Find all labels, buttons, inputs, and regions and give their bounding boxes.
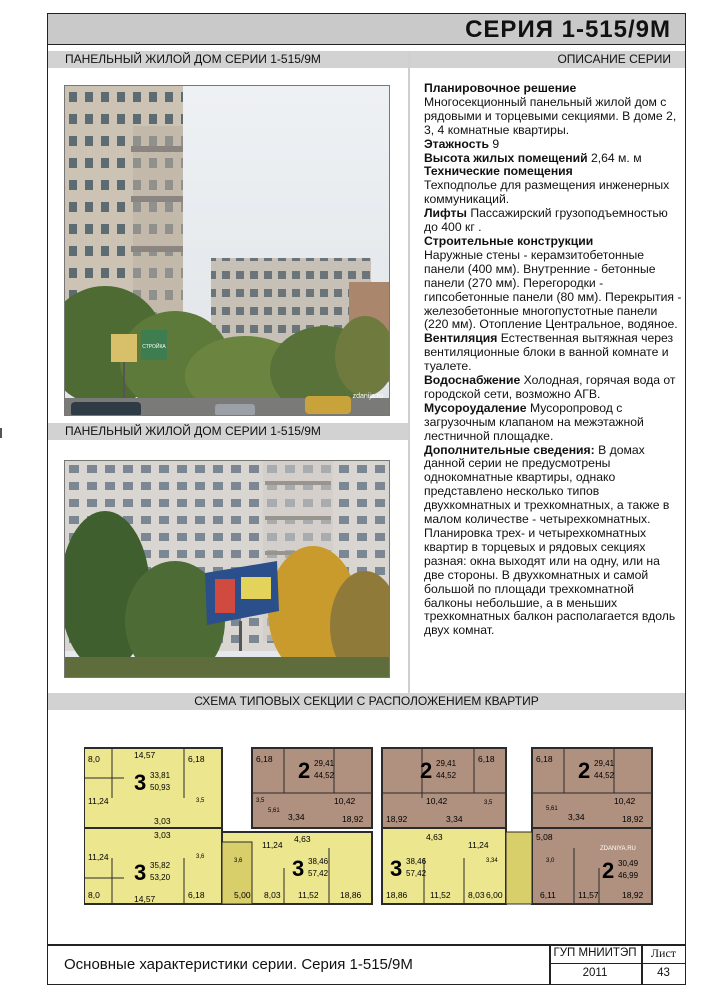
room-area: 8,03 [264, 890, 281, 900]
room-area: 4,63 [426, 832, 443, 842]
room-area: 6,18 [256, 754, 273, 764]
room-count: 2 [578, 758, 591, 783]
room-area: 6,00 [486, 890, 503, 900]
room-area: 5,61 [546, 806, 558, 812]
footer-description: Основные характеристики серии. Серия 1-515/9М [64, 956, 413, 973]
room-area: 3,03 [154, 816, 171, 826]
total-area: 46,99 [618, 871, 639, 880]
room-area: 3,34 [446, 814, 463, 824]
room-area: 10,42 [426, 796, 448, 806]
room-area: 5,00 [234, 890, 251, 900]
room-area: 3,5 [256, 798, 265, 804]
building-photo-1 [64, 85, 390, 416]
room-area: 18,92 [386, 814, 408, 824]
room-area: 6,18 [536, 754, 553, 764]
desc-item: Высота жилых помещений 2,64 м. м [424, 150, 642, 165]
organization-name: ГУП МНИИТЭП [553, 947, 637, 959]
room-count: 3 [134, 770, 147, 795]
description-heading: ОПИСАНИЕ СЕРИИ [410, 51, 685, 68]
room-area: 5,61 [268, 808, 280, 814]
scheme-watermark: ZDANIYA.RU [600, 846, 636, 852]
room-area: 14,57 [134, 894, 156, 904]
living-area: 29,41 [594, 759, 615, 768]
desc-item: Вентиляция Естественная вытяжная через вентиляционные блоки в ванной комнате и туалете. [424, 331, 674, 374]
room-area: 18,86 [386, 890, 408, 900]
room-count: 2 [420, 758, 433, 783]
room-area: 3,6 [196, 854, 205, 860]
room-area: 3,34 [568, 812, 585, 822]
room-area: 3,34 [288, 812, 305, 822]
photo1-watermark: zdanija.ru [352, 393, 383, 400]
photo1-caption: ПАНЕЛЬНЫЙ ЖИЛОЙ ДОМ СЕРИИ 1-515/9М [48, 51, 408, 68]
room-area: 14,57 [134, 750, 156, 760]
sheet-number: 43 [657, 967, 670, 979]
room-area: 10,42 [614, 796, 636, 806]
living-area: 33,81 [150, 771, 171, 780]
room-area: 18,86 [340, 890, 362, 900]
desc-item: Дополнительные сведения: В домах данной серии не предусмотрены однокомнатные квартиры, однако представлено несколько типов двухкомнатных и трехкомнатных, а также в малом количестве - четырехкомнатных. Планировка трех- и четырехкомнатных квартир в торцевых и рядовых секциях разная: окна выходят или на одну, или на две стороны. В двухкомнатных и самой большой по площади трехкомнатной балконы небольшие, а в меньших трехкомнатных балкон располагается вдоль двух комнат. [424, 442, 676, 638]
footer-separator [47, 944, 686, 946]
room-area: 11,24 [262, 840, 283, 850]
desc-item: Технические помещения Техподполье для размещения инженерных коммуникаций. [424, 164, 670, 207]
room-count: 2 [602, 858, 615, 883]
desc-item: Планировочное решение Многосекционный панельный жилой дом с рядовыми и торцевыми секциями. В доме 2, 3, 4 комнатные квартиры. [424, 81, 677, 137]
room-area: 11,24 [88, 796, 109, 806]
room-area: 3,0 [546, 858, 555, 864]
total-area: 53,20 [150, 873, 171, 882]
total-area: 44,52 [314, 771, 335, 780]
total-area: 44,52 [436, 771, 457, 780]
total-area: 50,93 [150, 783, 171, 792]
photo1-sign-text: СТРОЙКА [142, 344, 166, 350]
desc-item: Мусороудаление Мусоропровод с загрузочным клапаном на межэтажной лестничной площадке. [424, 400, 644, 443]
room-area: 11,57 [578, 890, 599, 900]
room-area: 8,0 [88, 754, 100, 764]
room-area: 6,18 [188, 754, 205, 764]
room-area: 3,6 [234, 858, 243, 864]
room-area: 3,5 [196, 798, 205, 804]
living-area: 29,41 [314, 759, 335, 768]
room-area: 3,34 [486, 858, 498, 864]
room-area: 11,52 [298, 890, 319, 900]
room-area: 11,24 [468, 840, 489, 850]
desc-item: Лифты Пассажирский грузоподъемностью до 400 кг . [424, 206, 668, 235]
room-area: 11,52 [430, 890, 451, 900]
living-area: 35,82 [150, 861, 171, 870]
desc-item: Водоснабжение Холодная, горячая вода от городской сети, возможно АГВ. [424, 373, 676, 401]
photo2-caption: ПАНЕЛЬНЫЙ ЖИЛОЙ ДОМ СЕРИИ 1-515/9М [48, 423, 408, 440]
scheme-heading: СХЕМА ТИПОВЫХ СЕКЦИИ С РАСПОЛОЖЕНИЕМ КВАРТИР [48, 693, 685, 710]
room-area: 6,18 [478, 754, 495, 764]
total-area: 57,42 [308, 869, 329, 878]
sheet-label: Лист [650, 946, 677, 960]
desc-item: Строительные конструкции Наружные стены - керамзитобетонные панели (400 мм). Внутренние - бетонные панели (270 мм). Перегородки - гипсобетонные панели (80 мм). Перекрытия - железобетонные многопустотные панели (220 мм). Отопление Центральное, водяное. [424, 233, 682, 332]
room-area: 8,0 [88, 890, 100, 900]
living-area: 29,41 [436, 759, 457, 768]
building-photo-2 [64, 460, 390, 678]
room-count: 3 [390, 856, 403, 881]
room-area: 18,92 [622, 890, 644, 900]
room-area: 18,92 [622, 814, 644, 824]
room-area: 10,42 [334, 796, 356, 806]
room-area: 3,5 [484, 800, 493, 806]
living-area: 30,49 [618, 859, 639, 868]
column-divider [408, 51, 410, 693]
total-area: 57,42 [406, 869, 427, 878]
room-area: 11,24 [88, 852, 109, 862]
room-area: 3,03 [154, 830, 171, 840]
room-count: 3 [134, 860, 147, 885]
room-area: 8,03 [468, 890, 485, 900]
margin-mark [0, 428, 2, 438]
living-area: 38,46 [308, 857, 329, 866]
room-area: 18,92 [342, 814, 364, 824]
series-title: СЕРИЯ 1-515/9М [465, 16, 671, 43]
desc-item: Этажность 9 [424, 136, 500, 151]
left-section-plan [84, 748, 372, 904]
room-area: 5,08 [536, 832, 553, 842]
room-count: 2 [298, 758, 311, 783]
section-floor-plans [84, 738, 668, 908]
total-area: 44,52 [594, 771, 615, 780]
room-count: 3 [292, 856, 305, 881]
room-area: 4,63 [294, 834, 311, 844]
year: 2011 [582, 967, 608, 979]
title-bar [47, 13, 686, 45]
series-description [424, 82, 682, 638]
room-area: 6,11 [540, 890, 556, 900]
footer-divider [549, 963, 686, 964]
living-area: 38,46 [406, 857, 427, 866]
right-section-plan [382, 748, 652, 904]
room-area: 6,18 [188, 890, 205, 900]
